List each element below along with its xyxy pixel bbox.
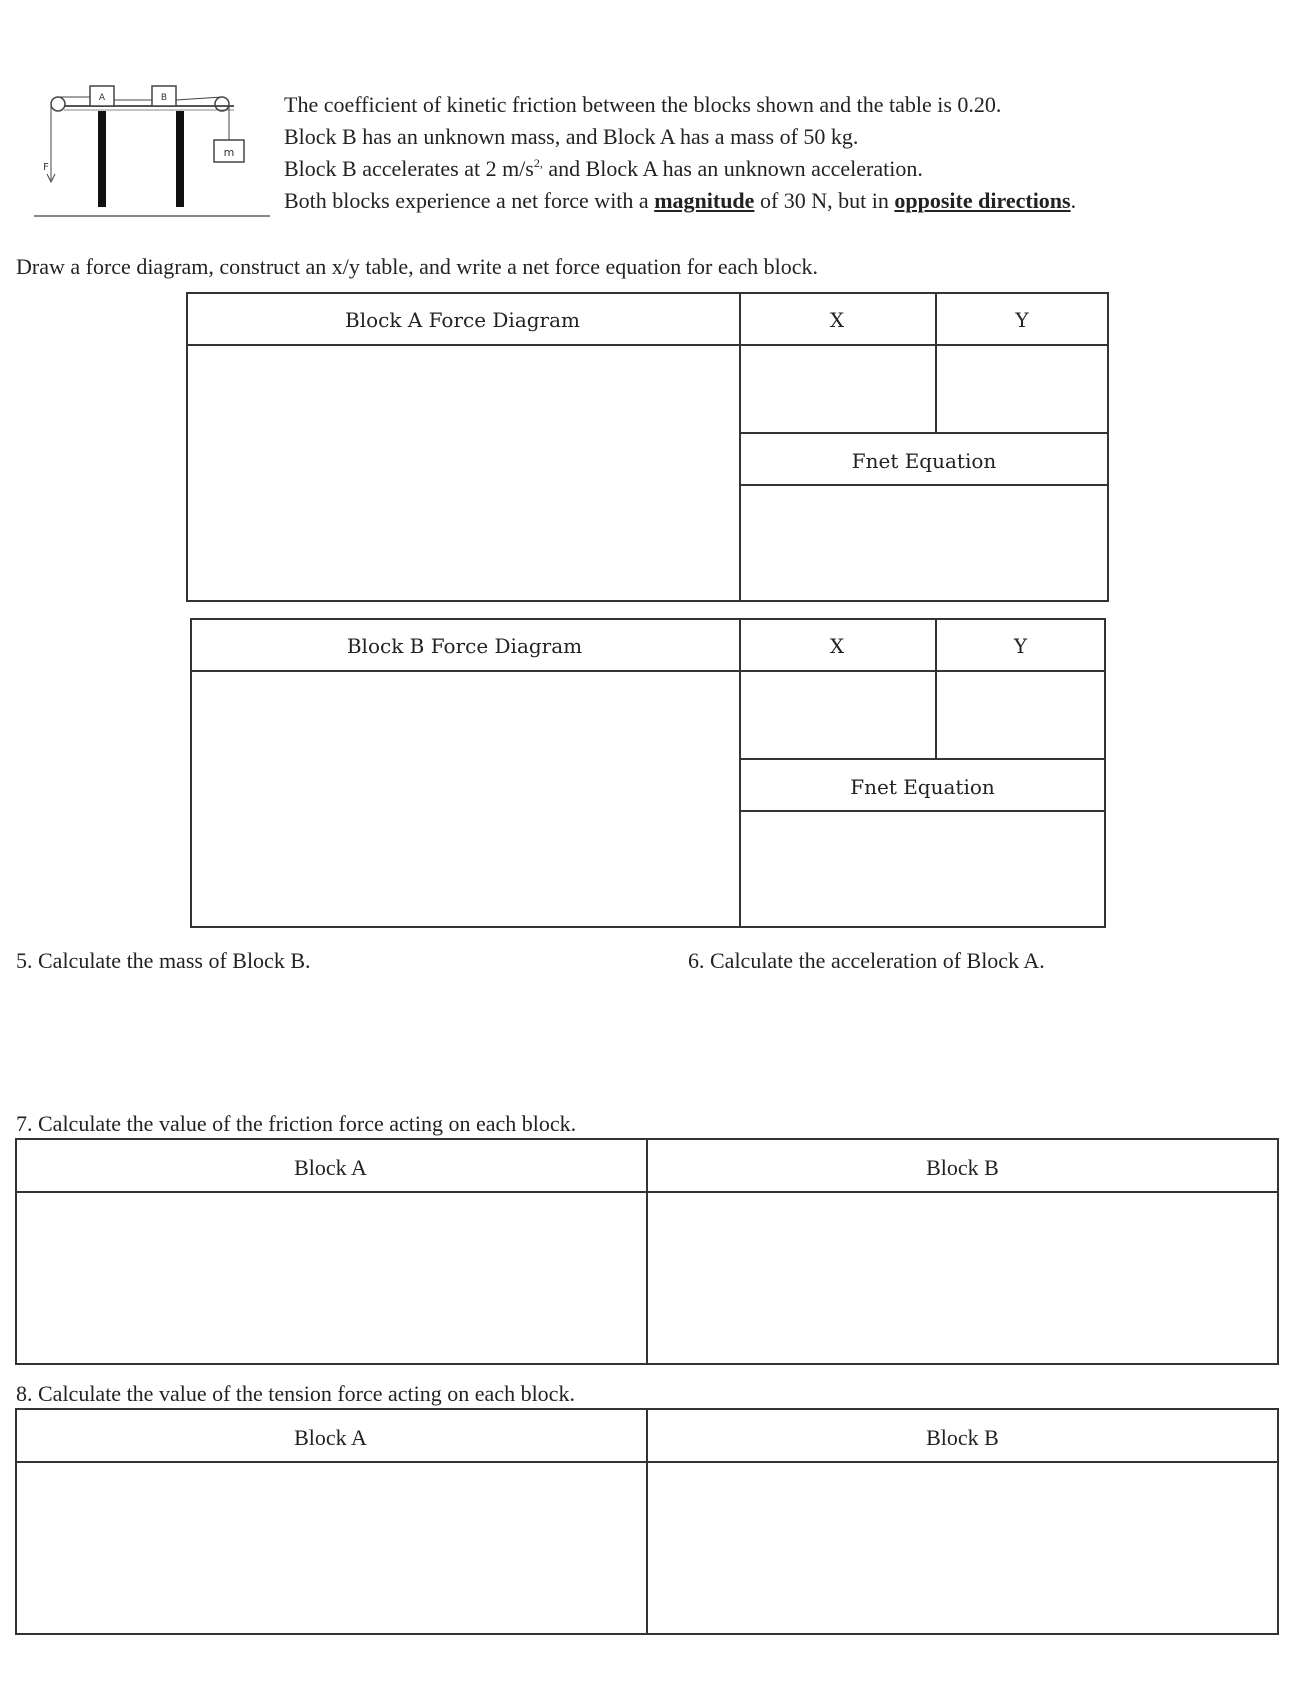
tension-block-b-header: Block B [926,1425,999,1450]
pulley-left [51,97,65,111]
friction-block-b-answer[interactable] [648,1193,1277,1363]
question-7: 7. Calculate the value of the friction force acting on each block. [16,1111,577,1136]
problem-line-3 [284,156,923,182]
question-8: 8. Calculate the value of the tension force acting on each block. [16,1381,575,1406]
pulley-right [215,97,229,111]
block-b-fnet-header: Fnet Equation [850,775,995,799]
pulley-system-figure [34,82,270,222]
block-b-fnet-cell[interactable] [741,812,1104,926]
label-a: A [98,93,106,103]
block-a-fnet-cell[interactable] [741,486,1107,600]
block-b-diagram-area[interactable] [192,672,738,926]
table-leg-left [98,111,106,207]
problem-line-3-sup: 2, [533,156,543,170]
tension-block-b-answer[interactable] [648,1463,1277,1633]
problem-line-4-pre: Both blocks experience a net force with a [284,188,655,213]
block-b-x-cell[interactable] [741,672,934,758]
block-a-x-cell[interactable] [741,346,934,432]
block-b-y-header: Y [1013,634,1028,658]
problem-line-2: Block B has an unknown mass, and Block A has a mass of 50 kg. [284,124,859,149]
block-a-y-cell[interactable] [937,346,1107,432]
question-6: 6. Calculate the acceleration of Block A. [688,948,1045,973]
label-b: B [160,93,168,103]
problem-line-3-pre: Block B accelerates at 2 m/s [284,156,534,181]
block-a-y-header: Y [1015,308,1029,332]
block-a-diagram-area[interactable] [188,346,738,600]
question-5: 5. Calculate the mass of Block B. [16,948,311,973]
block-a-fnet-header: Fnet Equation [851,449,997,473]
block-a-xy-bottom [739,432,1109,434]
string-right-top [176,97,222,100]
problem-line-4-post: . [1070,188,1077,213]
label-m: m [223,146,235,159]
friction-block-b-header: Block B [926,1155,999,1180]
instruction-text: Draw a force diagram, construct an x/y table, and write a net force equation for each block. [16,254,819,279]
table-leg-right [176,111,184,207]
block-a-x-header: X [829,308,845,332]
opposite-directions-emphasis: opposite directions [894,188,1071,213]
block-b-x-header: X [829,634,845,658]
friction-block-a-header: Block A [294,1155,367,1180]
problem-line-3-post: and Block A has an unknown acceleration. [542,156,923,181]
block-a-diagram-title: Block A Force Diagram [345,308,580,332]
block-b-xy-bottom [739,758,1106,760]
problem-line-4 [284,188,1076,214]
friction-block-a-answer[interactable] [17,1193,645,1363]
block-b-diagram-title: Block B Force Diagram [346,634,583,658]
label-f: F [43,162,49,173]
block-b-y-cell[interactable] [937,672,1104,758]
problem-line-1: The coefficient of kinetic friction between the blocks shown and the table is 0.20. [284,92,1002,117]
tension-block-a-answer[interactable] [17,1463,645,1633]
problem-line-4-mid: of 30 N, but in [754,188,895,213]
magnitude-emphasis: magnitude [654,188,755,213]
tension-block-a-header: Block A [294,1425,367,1450]
